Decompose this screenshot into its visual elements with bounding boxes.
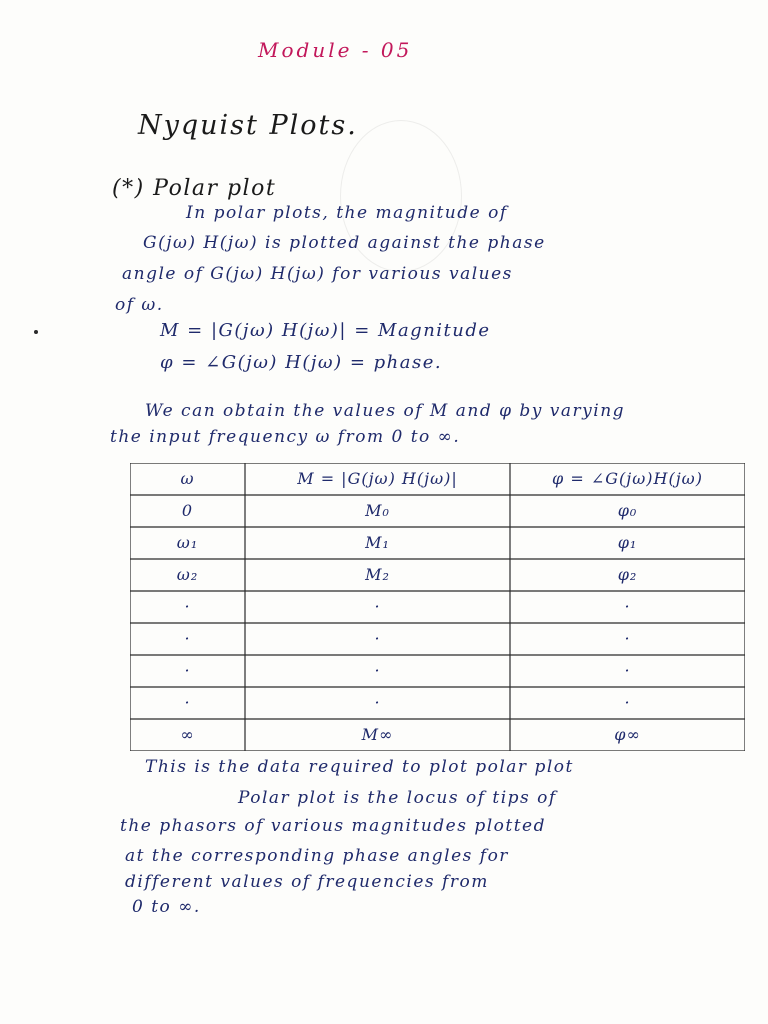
table-cell: ·	[374, 629, 381, 648]
table-cell: ·	[184, 629, 191, 648]
table-cell: M₂	[365, 565, 390, 584]
table-cell: ·	[184, 693, 191, 712]
table-cell: ·	[184, 661, 191, 680]
table-header-cell: φ = ∠G(jω)H(jω)	[552, 469, 703, 488]
closing-line-2: Polar plot is the locus of tips of	[238, 788, 557, 808]
table-cell: φ₀	[617, 501, 638, 520]
intro-line-3: angle of G(jω) H(jω) for various values	[122, 264, 513, 284]
table-cell: ·	[374, 693, 381, 712]
table-cell: ω₁	[176, 533, 199, 552]
table-cell: φ₁	[617, 533, 638, 552]
closing-line-5: different values of frequencies from	[125, 872, 489, 892]
table-cell: ·	[624, 597, 631, 616]
page-heading: Nyquist Plots.	[138, 110, 358, 141]
intro-line-4: of ω.	[115, 295, 164, 315]
obtain-line-1: We can obtain the values of M and φ by varying	[145, 401, 626, 421]
closing-line-3: the phasors of various magnitudes plotted	[120, 816, 547, 836]
magnitude-equation: M = |G(jω) H(jω)| = Magnitude	[160, 320, 491, 341]
table-cell: ∞	[180, 725, 195, 744]
phase-equation: φ = ∠G(jω) H(jω) = phase.	[160, 352, 443, 373]
intro-line-1: In polar plots, the magnitude of	[186, 203, 508, 223]
table-cell: M∞	[361, 725, 394, 744]
table-cell: ·	[374, 661, 381, 680]
table-cell: 0	[181, 501, 194, 520]
table-cell: ·	[624, 661, 631, 680]
closing-line-1: This is the data required to plot polar plot	[145, 757, 574, 777]
table-cell: ·	[374, 597, 381, 616]
closing-line-4: at the corresponding phase angles for	[125, 846, 509, 866]
table-cell: ω₂	[176, 565, 199, 584]
table-header-cell: M = |G(jω) H(jω)|	[297, 469, 458, 488]
section-heading: (*) Polar plot	[112, 176, 277, 201]
table-cell: φ∞	[614, 725, 641, 744]
table-cell: ·	[624, 693, 631, 712]
module-title: Module - 05	[258, 38, 413, 62]
table-cell: M₁	[365, 533, 390, 552]
table-cell: M₀	[365, 501, 390, 520]
intro-line-2: G(jω) H(jω) is plotted against the phase	[143, 233, 546, 253]
obtain-line-2: the input frequency ω from 0 to ∞.	[110, 427, 461, 447]
table-header-cell: ω	[180, 469, 195, 488]
table-cell: ·	[624, 629, 631, 648]
table-cell: ·	[184, 597, 191, 616]
frequency-data-table	[130, 463, 745, 751]
margin-dot	[34, 330, 38, 334]
table-cell: φ₂	[617, 565, 638, 584]
closing-line-6: 0 to ∞.	[132, 897, 201, 917]
